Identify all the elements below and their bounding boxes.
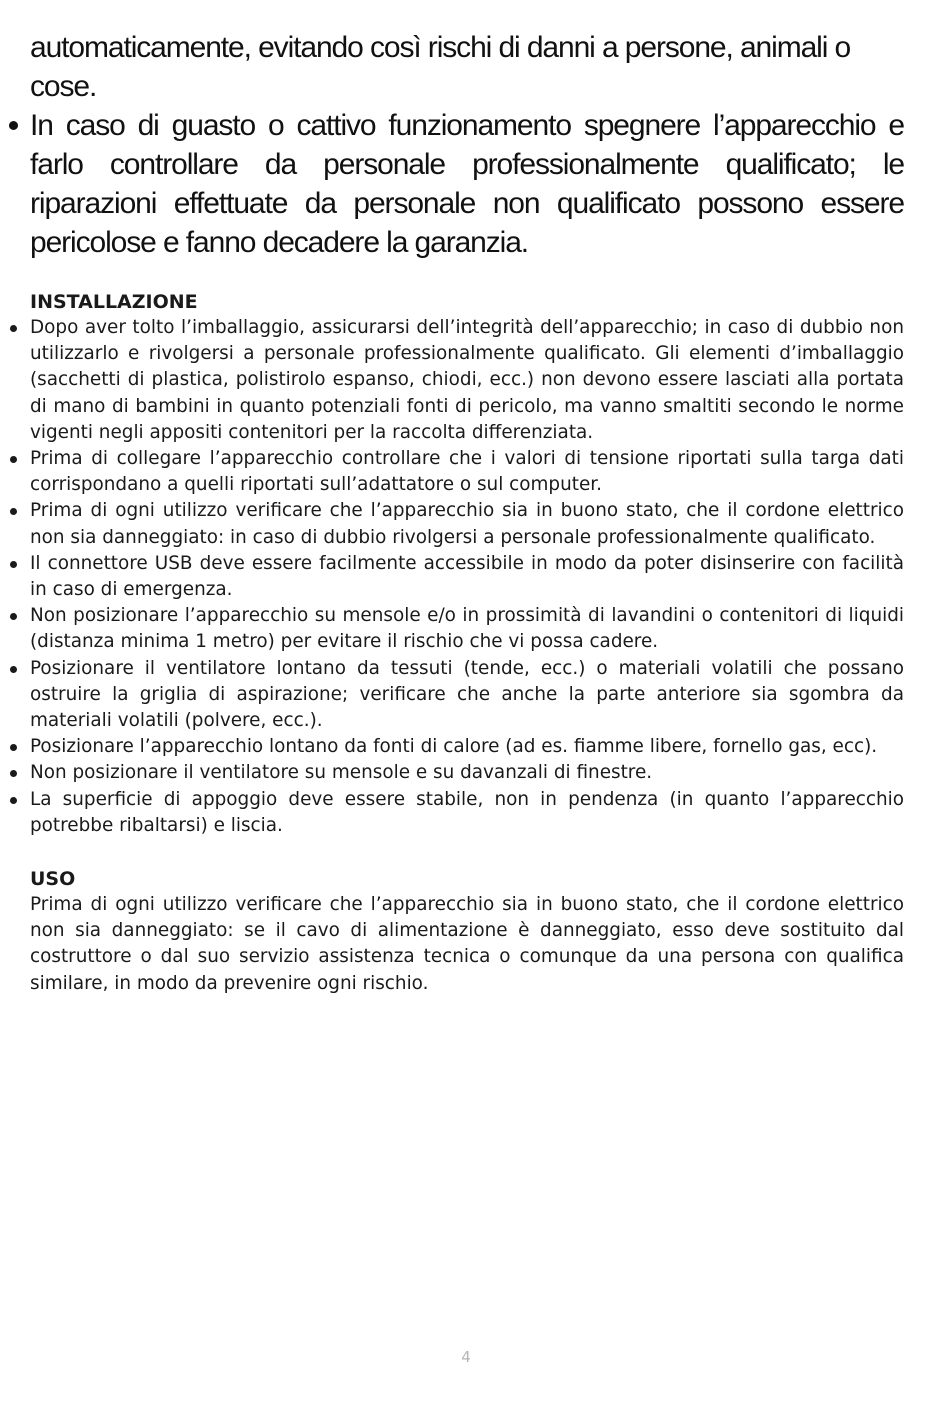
list-item: Dopo aver tolto l’imballaggio, assicurarsi dell’integrità dell’apparecchio; in caso di dubbio non utilizzarlo e rivolgersi a personale professionalmente qualificato. Gli elementi d’imballaggio (sacchetti di plastica, polistirolo espanso, chiodi, ecc.) non devono essere lasciati alla portata di mano di bambini in quanto potenziali fonti di pericolo, ma vanno smaltiti secondo le norme vigenti negli appositi contenitori per la raccolta differenziata. — [30, 315, 904, 446]
uso-block — [30, 892, 904, 997]
list-item: Prima di collegare l’apparecchio controllare che i valori di tensione riportati sulla targa dati corrispondano a quelli riportati sull’adattatore o sul computer. — [30, 446, 904, 498]
intro-block — [30, 28, 904, 262]
list-item: La superficie di appoggio deve essere stabile, non in pendenza (in quanto l’apparecchio potrebbe ribaltarsi) e liscia. — [30, 787, 904, 839]
document-page — [30, 28, 904, 997]
uso-heading: USO — [30, 868, 76, 891]
list-item: Prima di ogni utilizzo verificare che l’apparecchio sia in buono stato, che il cordone elettrico non sia danneggiato: in caso di dubbio rivolgersi a personale professionalmente qualificato. — [30, 498, 904, 550]
page-number: 4 — [461, 1348, 471, 1366]
installazione-heading: INSTALLAZIONE — [30, 291, 198, 313]
list-item: Posizionare il ventilatore lontano da tessuti (tende, ecc.) o materiali volatili che possano ostruire la griglia di aspirazione; verificare che anche la parte anteriore sia sgombra da materiali volatili (polvere, ecc.). — [30, 656, 904, 735]
list-item: Il connettore USB deve essere facilmente accessibile in modo da poter disinserire con facilità in caso di emergenza. — [30, 551, 904, 603]
installazione-list — [30, 315, 904, 839]
intro-list — [30, 106, 904, 262]
list-item: Non posizionare il ventilatore su mensole e su davanzali di finestre. — [30, 760, 904, 786]
list-item: Posizionare l’apparecchio lontano da fonti di calore (ad es. fiamme libere, fornello gas, ecc). — [30, 734, 904, 760]
intro-bullet-item: In caso di guasto o cattivo funzionamento spegnere l’apparecchio e farlo controllare da personale professionalmente qualificato; le riparazioni effettuate da personale non qualificato possono essere pericolose e fanno decadere la garanzia. — [30, 106, 904, 262]
uso-paragraph: Prima di ogni utilizzo verificare che l’apparecchio sia in buono stato, che il cordone elettrico non sia danneggiato: se il cavo di alimentazione è danneggiato, esso deve sostituito dal costruttore o dal suo servizio assistenza tecnica o comunque da una persona con qualifica similare, in modo da prevenire ogni rischio. — [30, 894, 904, 994]
list-item: Non posizionare l’apparecchio su mensole e/o in prossimità di lavandini o contenitori di liquidi (distanza minima 1 metro) per evitare il rischio che vi possa cadere. — [30, 603, 904, 655]
intro-continuation: automaticamente, evitando così rischi di danni a persone, animali o cose. — [30, 31, 851, 103]
installazione-block — [30, 315, 904, 839]
